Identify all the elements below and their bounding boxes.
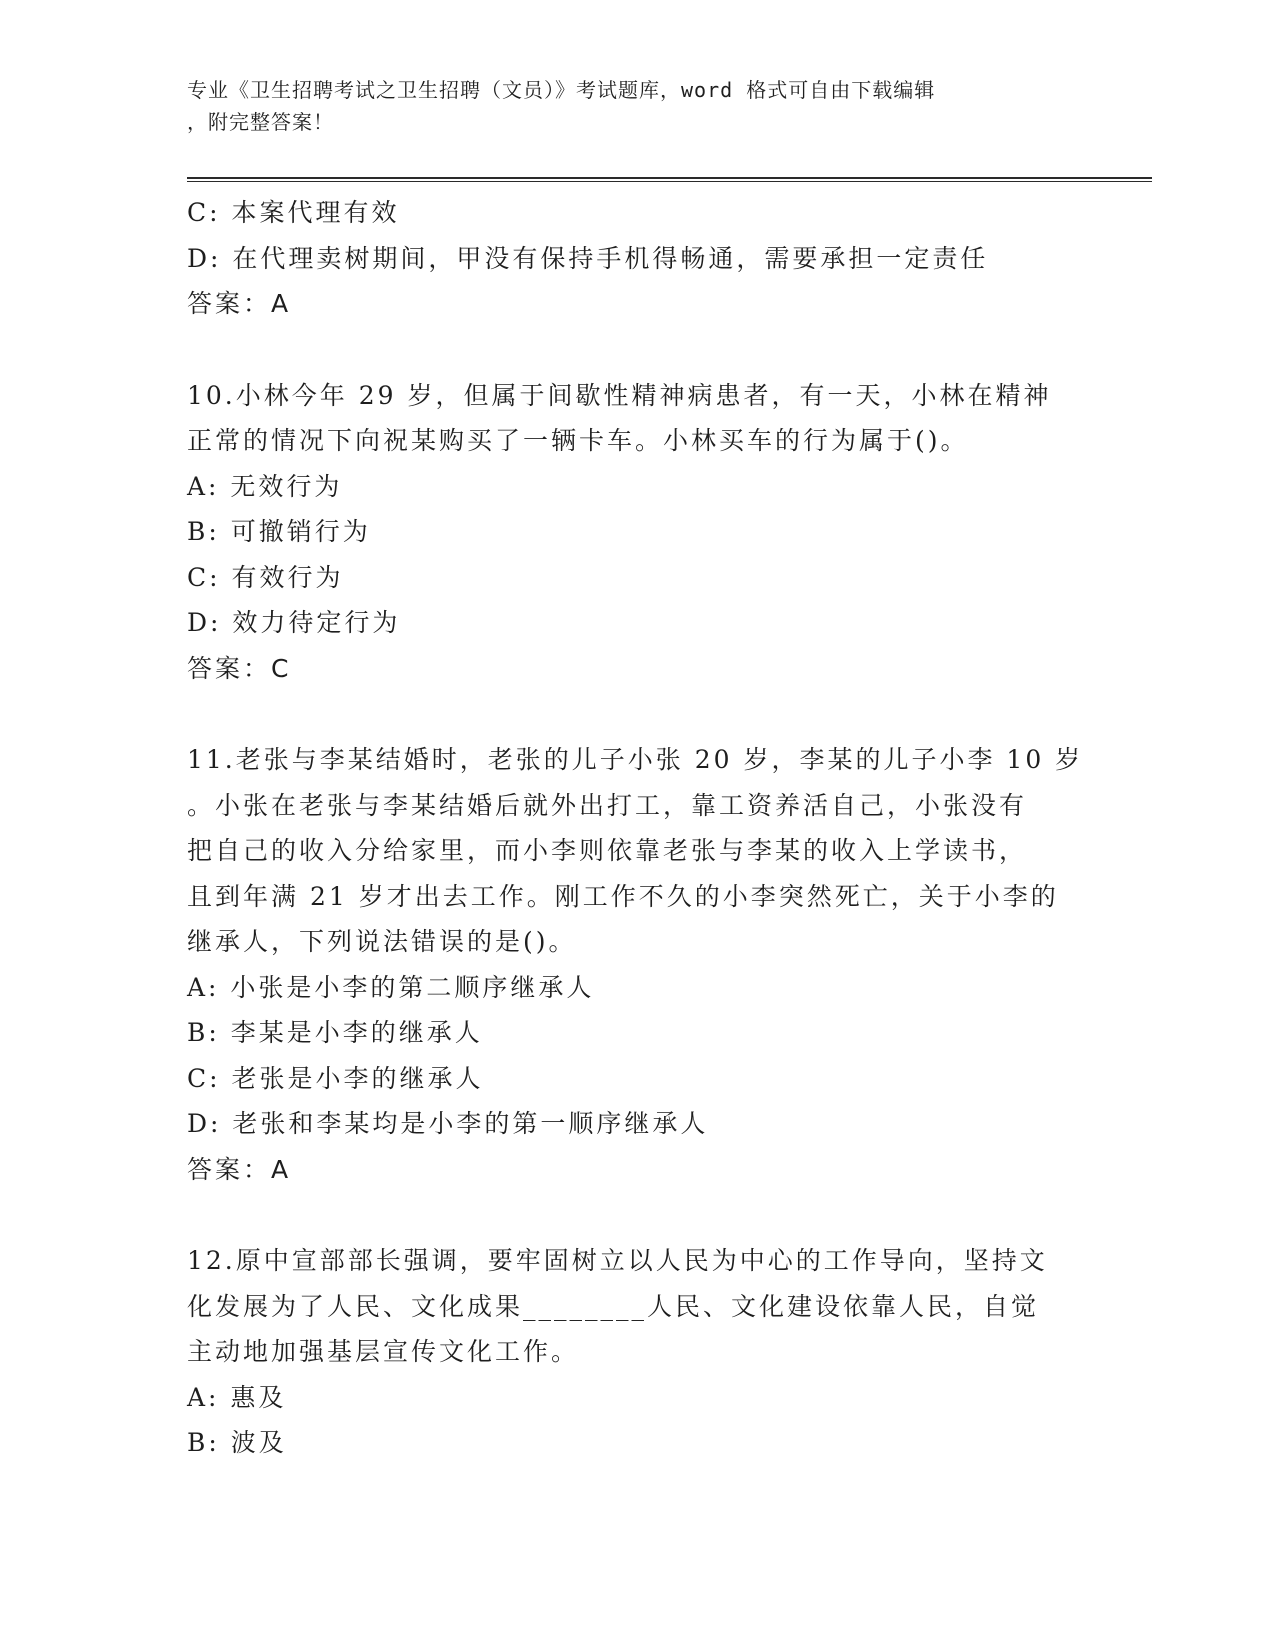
question-line: 正常的情况下向祝某购买了一辆卡车。小林买车的行为属于()。 <box>187 426 969 455</box>
question-line: C: 本案代理有效 <box>187 198 400 227</box>
block-spacer <box>187 1192 1087 1238</box>
question-line: A: 无效行为 <box>187 471 343 501</box>
answer-line: 答案：A <box>187 289 292 318</box>
question-line: 12.原中宣部部长强调，要牢固树立以人民为中心的工作导向，坚持文 <box>187 1246 1048 1275</box>
question-block <box>187 190 1087 327</box>
question-line: 主动地加强基层宣传文化工作。 <box>187 1337 580 1366</box>
question-line: 10.小林今年 29 岁，但属于间歇性精神病患者，有一天，小林在精神 <box>187 380 1052 410</box>
header-line-2: ，附完整答案！ <box>187 110 334 134</box>
answer-line: 答案：C <box>187 653 292 683</box>
question-line: A: 惠及 <box>187 1382 287 1412</box>
header-line-1: 专业《卫生招聘考试之卫生招聘（文员）》考试题库，word 格式可自由下载编辑 <box>187 78 936 102</box>
question-line: D: 效力待定行为 <box>187 608 401 637</box>
question-line: D: 在代理卖树期间，甲没有保持手机得畅通，需要承担一定责任 <box>187 243 989 273</box>
question-line: B: 可撤销行为 <box>187 517 371 546</box>
question-line: 把自己的收入分给家里，而小李则依靠老张与李某的收入上学读书， <box>187 836 1028 865</box>
question-line: 。小张在老张与李某结婚后就外出打工，靠工资养活自己，小张没有 <box>187 790 1028 820</box>
question-line: B: 李某是小李的继承人 <box>187 1018 483 1047</box>
block-spacer <box>187 691 1087 737</box>
question-line: 且到年满 21 岁才出去工作。刚工作不久的小李突然死亡，关于小李的 <box>187 881 1059 911</box>
answer-line: 答案：A <box>187 1154 292 1184</box>
block-spacer <box>187 327 1087 373</box>
question-line: A: 小张是小李的第二顺序继承人 <box>187 972 595 1002</box>
header-divider <box>187 177 1152 179</box>
document-header <box>187 74 1067 138</box>
question-line: 化发展为了人民、文化成果________人民、文化建设依靠人民，自觉 <box>187 1291 1040 1321</box>
question-line: C: 有效行为 <box>187 562 344 592</box>
question-line: 继承人，下列说法错误的是()。 <box>187 927 577 956</box>
question-list <box>187 190 1087 1466</box>
question-line: 11.老张与李某结婚时，老张的儿子小张 20 岁，李某的儿子小李 10 岁 <box>187 745 1084 774</box>
header-divider-thin <box>187 181 1152 182</box>
question-line: B: 波及 <box>187 1428 287 1457</box>
question-line: D: 老张和李某均是小李的第一顺序继承人 <box>187 1109 709 1138</box>
question-block <box>187 373 1087 692</box>
question-block <box>187 737 1087 1192</box>
question-line: C: 老张是小李的继承人 <box>187 1063 484 1093</box>
question-block <box>187 1238 1087 1466</box>
